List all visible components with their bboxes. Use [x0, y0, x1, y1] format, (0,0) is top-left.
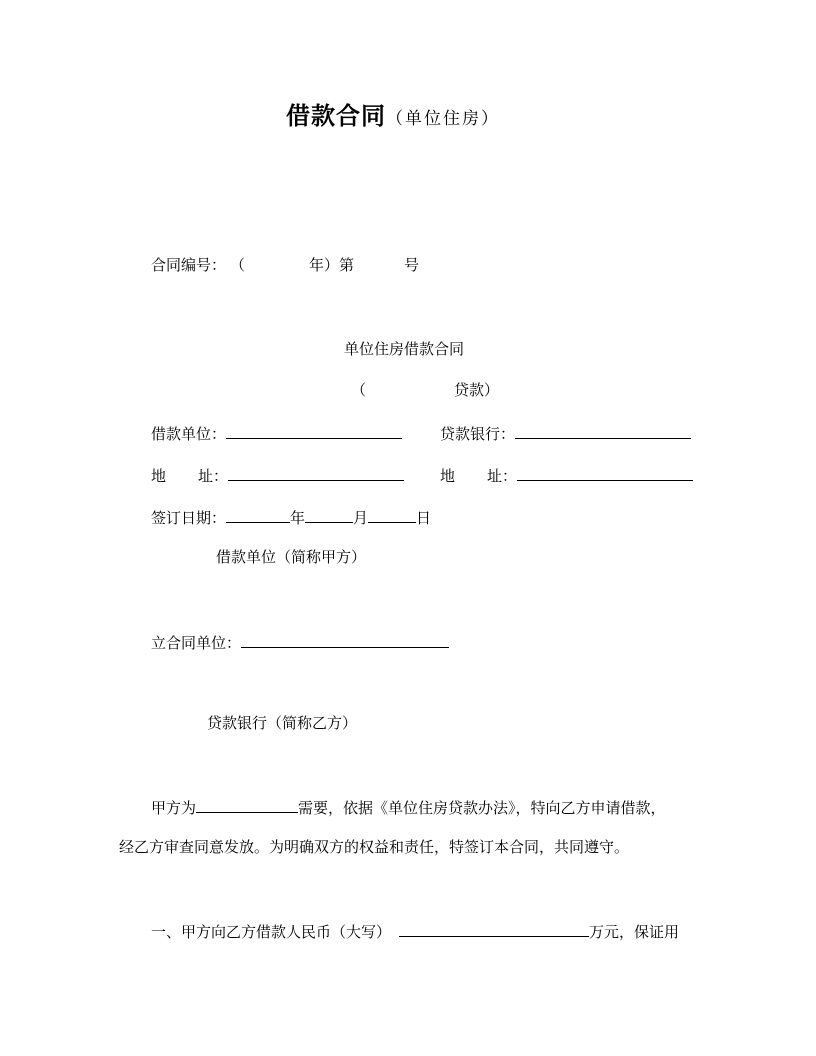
party-a-heading: 借款单位（简称甲方） [216, 548, 367, 566]
loan-amount-field[interactable] [399, 920, 589, 937]
title-main: 借款合同 [286, 102, 386, 130]
contract-subtitle: 单位住房借款合同 [344, 340, 465, 358]
paragraph-1-line-1 [151, 796, 666, 818]
sign-month-field[interactable] [305, 506, 353, 523]
sign-date-label: 签订日期： [151, 509, 227, 527]
clause-1-prefix: 一、甲方向乙方借款人民币（大写） [151, 923, 392, 941]
contract-unit-line [151, 631, 449, 653]
lender-field[interactable] [515, 422, 691, 439]
borrower-field[interactable] [226, 422, 402, 439]
address-label-char2: 址： [198, 467, 229, 485]
sign-year-field[interactable] [226, 506, 290, 523]
contract-unit-field[interactable] [241, 631, 449, 648]
loan-type-open: （ [351, 381, 367, 399]
lender-address-field[interactable] [517, 464, 693, 481]
borrower-line [151, 422, 402, 444]
contract-number-suffix: 号 [404, 256, 420, 274]
address-label-char2: 址： [487, 467, 518, 485]
borrower-address-field[interactable] [228, 464, 404, 481]
lender-line [440, 422, 691, 444]
contract-number-open-paren: （ [230, 256, 246, 274]
document-title [286, 100, 500, 135]
contract-number-year: 年）第 [309, 256, 355, 274]
address-label-char1: 地 [440, 467, 456, 485]
sign-year-unit: 年 [290, 509, 306, 527]
lender-address-line [440, 464, 693, 486]
party-b-heading: 贷款银行（简称乙方） [207, 714, 358, 732]
sign-day-field[interactable] [368, 506, 416, 523]
borrower-label: 借款单位： [151, 425, 227, 443]
borrower-address-line [151, 464, 404, 486]
lender-label: 贷款银行： [440, 425, 516, 443]
contract-unit-label: 立合同单位： [151, 634, 242, 652]
loan-type-close: 贷款） [454, 381, 500, 399]
address-label-char1: 地 [151, 467, 167, 485]
paragraph-1-line-2: 经乙方审查同意发放。为明确双方的权益和责任，特签订本合同，共同遵守。 [119, 838, 630, 856]
purpose-field[interactable] [196, 796, 298, 813]
sign-month-unit: 月 [353, 509, 369, 527]
loan-type-line [351, 380, 499, 400]
sign-day-unit: 日 [416, 509, 432, 527]
paragraph-1-prefix: 甲方为 [151, 799, 197, 817]
sign-date-line [151, 506, 431, 528]
title-sub: （单位住房） [386, 109, 500, 129]
contract-number-label: 合同编号： [151, 256, 227, 274]
clause-1-line [151, 920, 679, 942]
clause-1-suffix: 万元，保证用 [589, 923, 680, 941]
contract-number-line [151, 255, 419, 275]
paragraph-1-suffix: 需要，依据《单位住房贷款办法》，特向乙方申请借款， [298, 799, 666, 817]
